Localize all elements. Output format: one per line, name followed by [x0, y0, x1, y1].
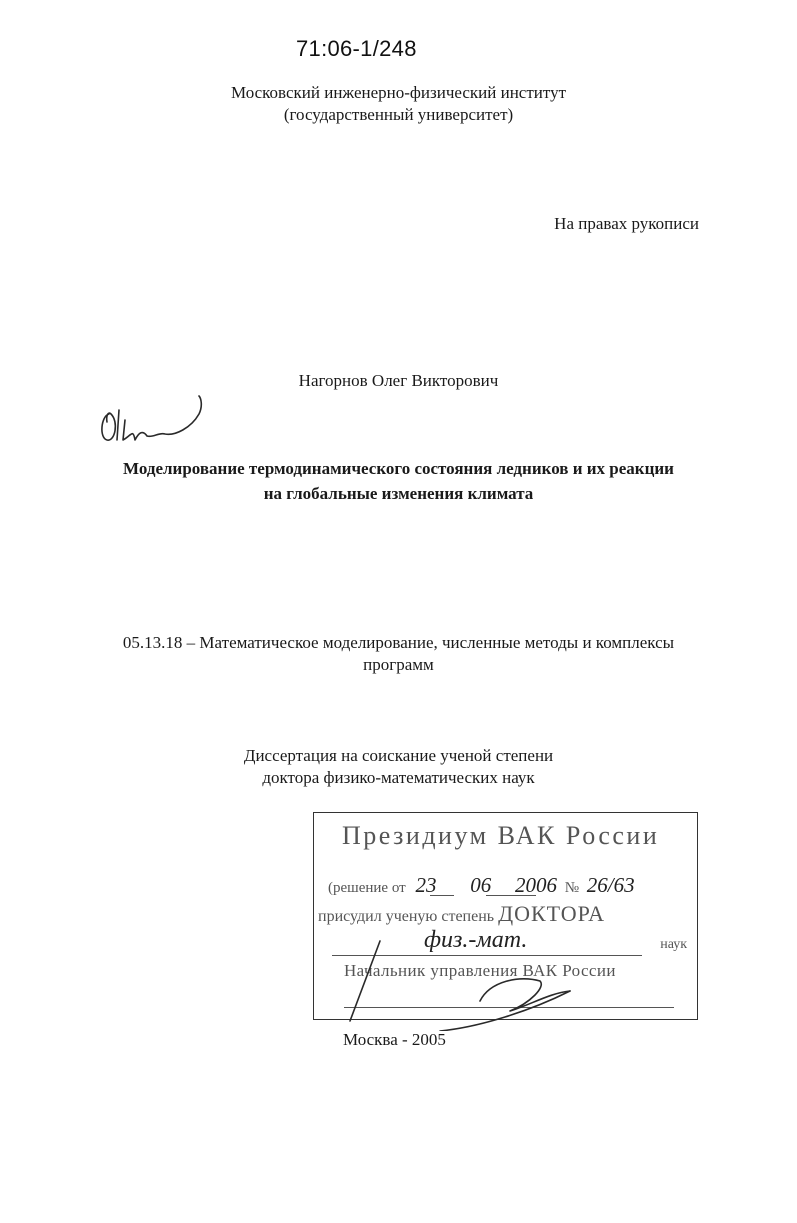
dissertation-title — [0, 456, 797, 506]
stamp-decision-number: 26/63 — [586, 873, 635, 897]
author-name: Нагорнов Олег Викторович — [298, 371, 499, 390]
vak-stamp — [313, 812, 698, 1020]
stamp-decision-day: 23 — [415, 873, 437, 897]
stamp-signature — [340, 931, 670, 1031]
degree-statement — [0, 745, 797, 789]
stamp-awarded-prefix: присудил ученую степень — [318, 908, 495, 925]
city-year: Москва - 2005 — [343, 1030, 446, 1049]
manuscript-rights: На правах рукописи — [554, 214, 699, 233]
specialty-line-1: 05.13.18 – Математическое моделирование, численные методы и комплексы — [122, 633, 675, 652]
stamp-decision-year: 2006 — [514, 873, 557, 897]
stamp-sciences-suffix: наук — [660, 937, 687, 952]
author-signature — [95, 392, 215, 452]
stamp-decision-prefix: (решение от — [328, 880, 406, 896]
stamp-field-handwritten: физ.-мат. — [424, 927, 528, 953]
title-line-2: на глобальные изменения климата — [263, 484, 534, 503]
stamp-number-sign: № — [564, 880, 579, 896]
stamp-awarded-degree: ДОКТОРА — [498, 901, 605, 926]
institution-line-2: (государственный университет) — [283, 105, 514, 124]
stamp-decision-month: 06 — [470, 873, 492, 897]
specialty — [0, 632, 797, 676]
catalog-number: 71:06-1/248 — [296, 36, 417, 61]
stamp-head-title: Начальник управления ВАК России — [344, 961, 616, 980]
title-line-1: Моделирование термодинамического состояния ледников и их реакции — [123, 459, 674, 478]
stamp-awarded-line — [318, 901, 701, 927]
institution-name — [0, 82, 797, 126]
stamp-heading: Президиум ВАК России — [342, 821, 660, 850]
institution-line-1: Московский инженерно-физический институт — [231, 83, 566, 102]
specialty-line-2: программ — [363, 655, 434, 674]
degree-line-1: Диссертация на соискание ученой степени — [243, 746, 554, 765]
degree-line-2: доктора физико-математических наук — [262, 768, 535, 787]
